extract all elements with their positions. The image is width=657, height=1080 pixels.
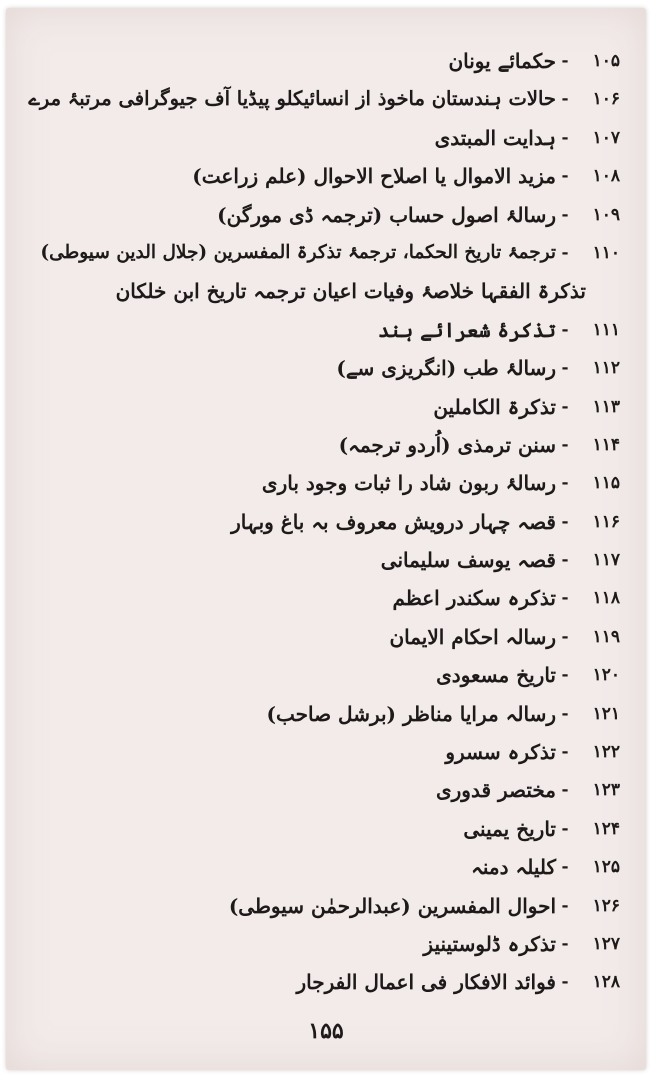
entry-title: تذکرۃ الکاملین: [433, 394, 556, 419]
entry-number: ۱۲۸: [592, 972, 620, 993]
list-item: [6, 42, 646, 80]
entry-number: ۱۲۴: [592, 818, 620, 839]
entry-number: ۱۰۵: [592, 51, 620, 71]
entry-number: ۱۰۸: [592, 166, 620, 187]
entry-title: رسالۂ ربون شاد را ثبات وجود باری: [261, 471, 556, 496]
entry-dash: -: [561, 742, 569, 763]
entry-dash: -: [561, 204, 569, 225]
entry-dash: -: [561, 396, 569, 417]
list-item: [6, 196, 646, 234]
entry-number: ۱۱۸: [592, 588, 620, 609]
entry-number: ۱۲۳: [592, 780, 620, 801]
list-item: [6, 503, 646, 541]
entry-number: ۱۱۱: [592, 319, 620, 340]
entry-number: ۱۲۶: [592, 895, 620, 916]
entry-list: [6, 42, 646, 1002]
entry-title: تذکرۃ الفقہا خلاصۂ وفیات اعیان ترجمہ تاریخ ابن خلکان: [115, 279, 586, 304]
entry-title: حکمائے یونان: [448, 49, 556, 73]
list-item: [6, 771, 646, 809]
entry-number: ۱۱۲: [592, 358, 620, 379]
entry-title: ہدایت المبتدی: [434, 125, 556, 150]
entry-title: قصہ چہار درویش معروف بہ باغ وبہار: [231, 509, 556, 534]
entry-dash: -: [561, 933, 569, 954]
list-item: [6, 963, 646, 1001]
entry-dash: -: [561, 857, 569, 878]
entry-dash: -: [561, 818, 569, 839]
entry-dash: -: [561, 780, 569, 801]
entry-number: ۱۲۰: [592, 665, 620, 686]
entry-number: ۱۱۷: [592, 550, 620, 571]
list-item: [6, 618, 646, 656]
entry-title: مزید الاموال یا اصلاح الاحوال (علم زراعت): [192, 164, 556, 189]
list-item: [6, 810, 646, 848]
entry-dash: -: [561, 626, 569, 647]
entry-number: ۱۰۷: [592, 127, 620, 148]
entry-dash: -: [561, 588, 569, 609]
entry-number: ۱۰۶: [592, 89, 620, 110]
entry-number: ۱۱۹: [592, 626, 620, 647]
entry-title: تاریخ یمینی: [463, 816, 556, 841]
entry-number: ۱۱۳: [592, 396, 620, 417]
list-item: [6, 426, 646, 464]
entry-dash: -: [561, 473, 569, 494]
list-item: [6, 848, 646, 886]
entry-dash: -: [561, 242, 569, 263]
list-item: [6, 695, 646, 733]
list-item: [6, 119, 646, 157]
list-item: [6, 388, 646, 426]
entry-title: تذکرہ ڈلوستینیز: [423, 931, 556, 956]
entry-title: رسالہ احکام الایمان: [389, 624, 556, 649]
list-item: [6, 733, 646, 771]
entry-number: ۱۲۱: [592, 703, 620, 724]
entry-dash: -: [561, 703, 569, 724]
entry-dash: -: [561, 434, 569, 455]
entry-number: ۱۰۹: [592, 204, 620, 225]
list-item: [6, 541, 646, 579]
entry-title: احوال المفسرین (عبدالرحمٰن سیوطی): [228, 893, 556, 918]
list-item: [6, 925, 646, 963]
entry-number: ۱۱۶: [592, 511, 620, 532]
entry-title: تاریخ مسعودی: [436, 663, 556, 688]
entry-title: رسالۂ طب (انگریزی سے): [336, 356, 556, 381]
entry-dash: -: [561, 550, 569, 571]
list-item-continuation: [6, 272, 646, 310]
list-item: [6, 579, 646, 617]
entry-dash: -: [561, 972, 569, 993]
entry-title: رسالہ مرایا مناظر (برشل صاحب): [266, 701, 556, 726]
entry-dash: -: [561, 319, 569, 340]
entry-number: ۱۲۲: [592, 742, 620, 763]
entry-dash: -: [561, 358, 569, 379]
entry-title: تذکرۂ شعرائے ہند: [378, 317, 556, 342]
entry-dash: -: [561, 51, 569, 71]
entry-number: ۱۱۴: [592, 434, 620, 455]
entry-number: ۱۲۵: [592, 857, 620, 878]
entry-title: ترجمۂ تاریخ الحکما، ترجمۂ تذکرۃ المفسرین (جلال الدین سیوطی): [40, 241, 556, 263]
entry-dash: -: [561, 89, 569, 110]
entry-dash: -: [561, 511, 569, 532]
list-item: [6, 349, 646, 387]
entry-title: کلیلہ دمنہ: [471, 855, 556, 880]
list-item: [6, 464, 646, 502]
list-item: [6, 656, 646, 694]
page-number: ۱۵۵: [308, 1018, 344, 1044]
entry-title: قصہ یوسف سلیمانی: [380, 548, 556, 573]
entry-dash: -: [561, 895, 569, 916]
entry-dash: -: [561, 665, 569, 686]
list-item: [6, 887, 646, 925]
entry-number: ۱۱۰: [592, 242, 620, 263]
entry-dash: -: [561, 166, 569, 187]
list-item: [6, 234, 646, 272]
entry-title: سنن ترمذی (اُردو ترجمہ): [338, 432, 556, 457]
entry-title: رسالۂ اصول حساب (ترجمہ ڈی مورگن): [217, 202, 556, 227]
entry-number: ۱۱۵: [592, 473, 620, 494]
entry-title: فوائد الافکار فی اعمال الفرجار: [296, 970, 556, 995]
list-item: [6, 157, 646, 195]
entry-dash: -: [561, 127, 569, 148]
list-item: [6, 80, 646, 118]
book-page: [6, 8, 646, 1070]
entry-title: تذکرہ سکندر اعظم: [392, 586, 556, 611]
entry-title: حالات ہندستان ماخوذ از انسائیکلو پیڈیا آف جیوگرافی مرتبۂ مرے: [28, 87, 556, 111]
list-item: [6, 311, 646, 349]
entry-title: مختصر قدوری: [435, 778, 556, 803]
entry-title: تذکرہ سسرو: [445, 740, 556, 765]
entry-number: ۱۲۷: [592, 933, 620, 954]
